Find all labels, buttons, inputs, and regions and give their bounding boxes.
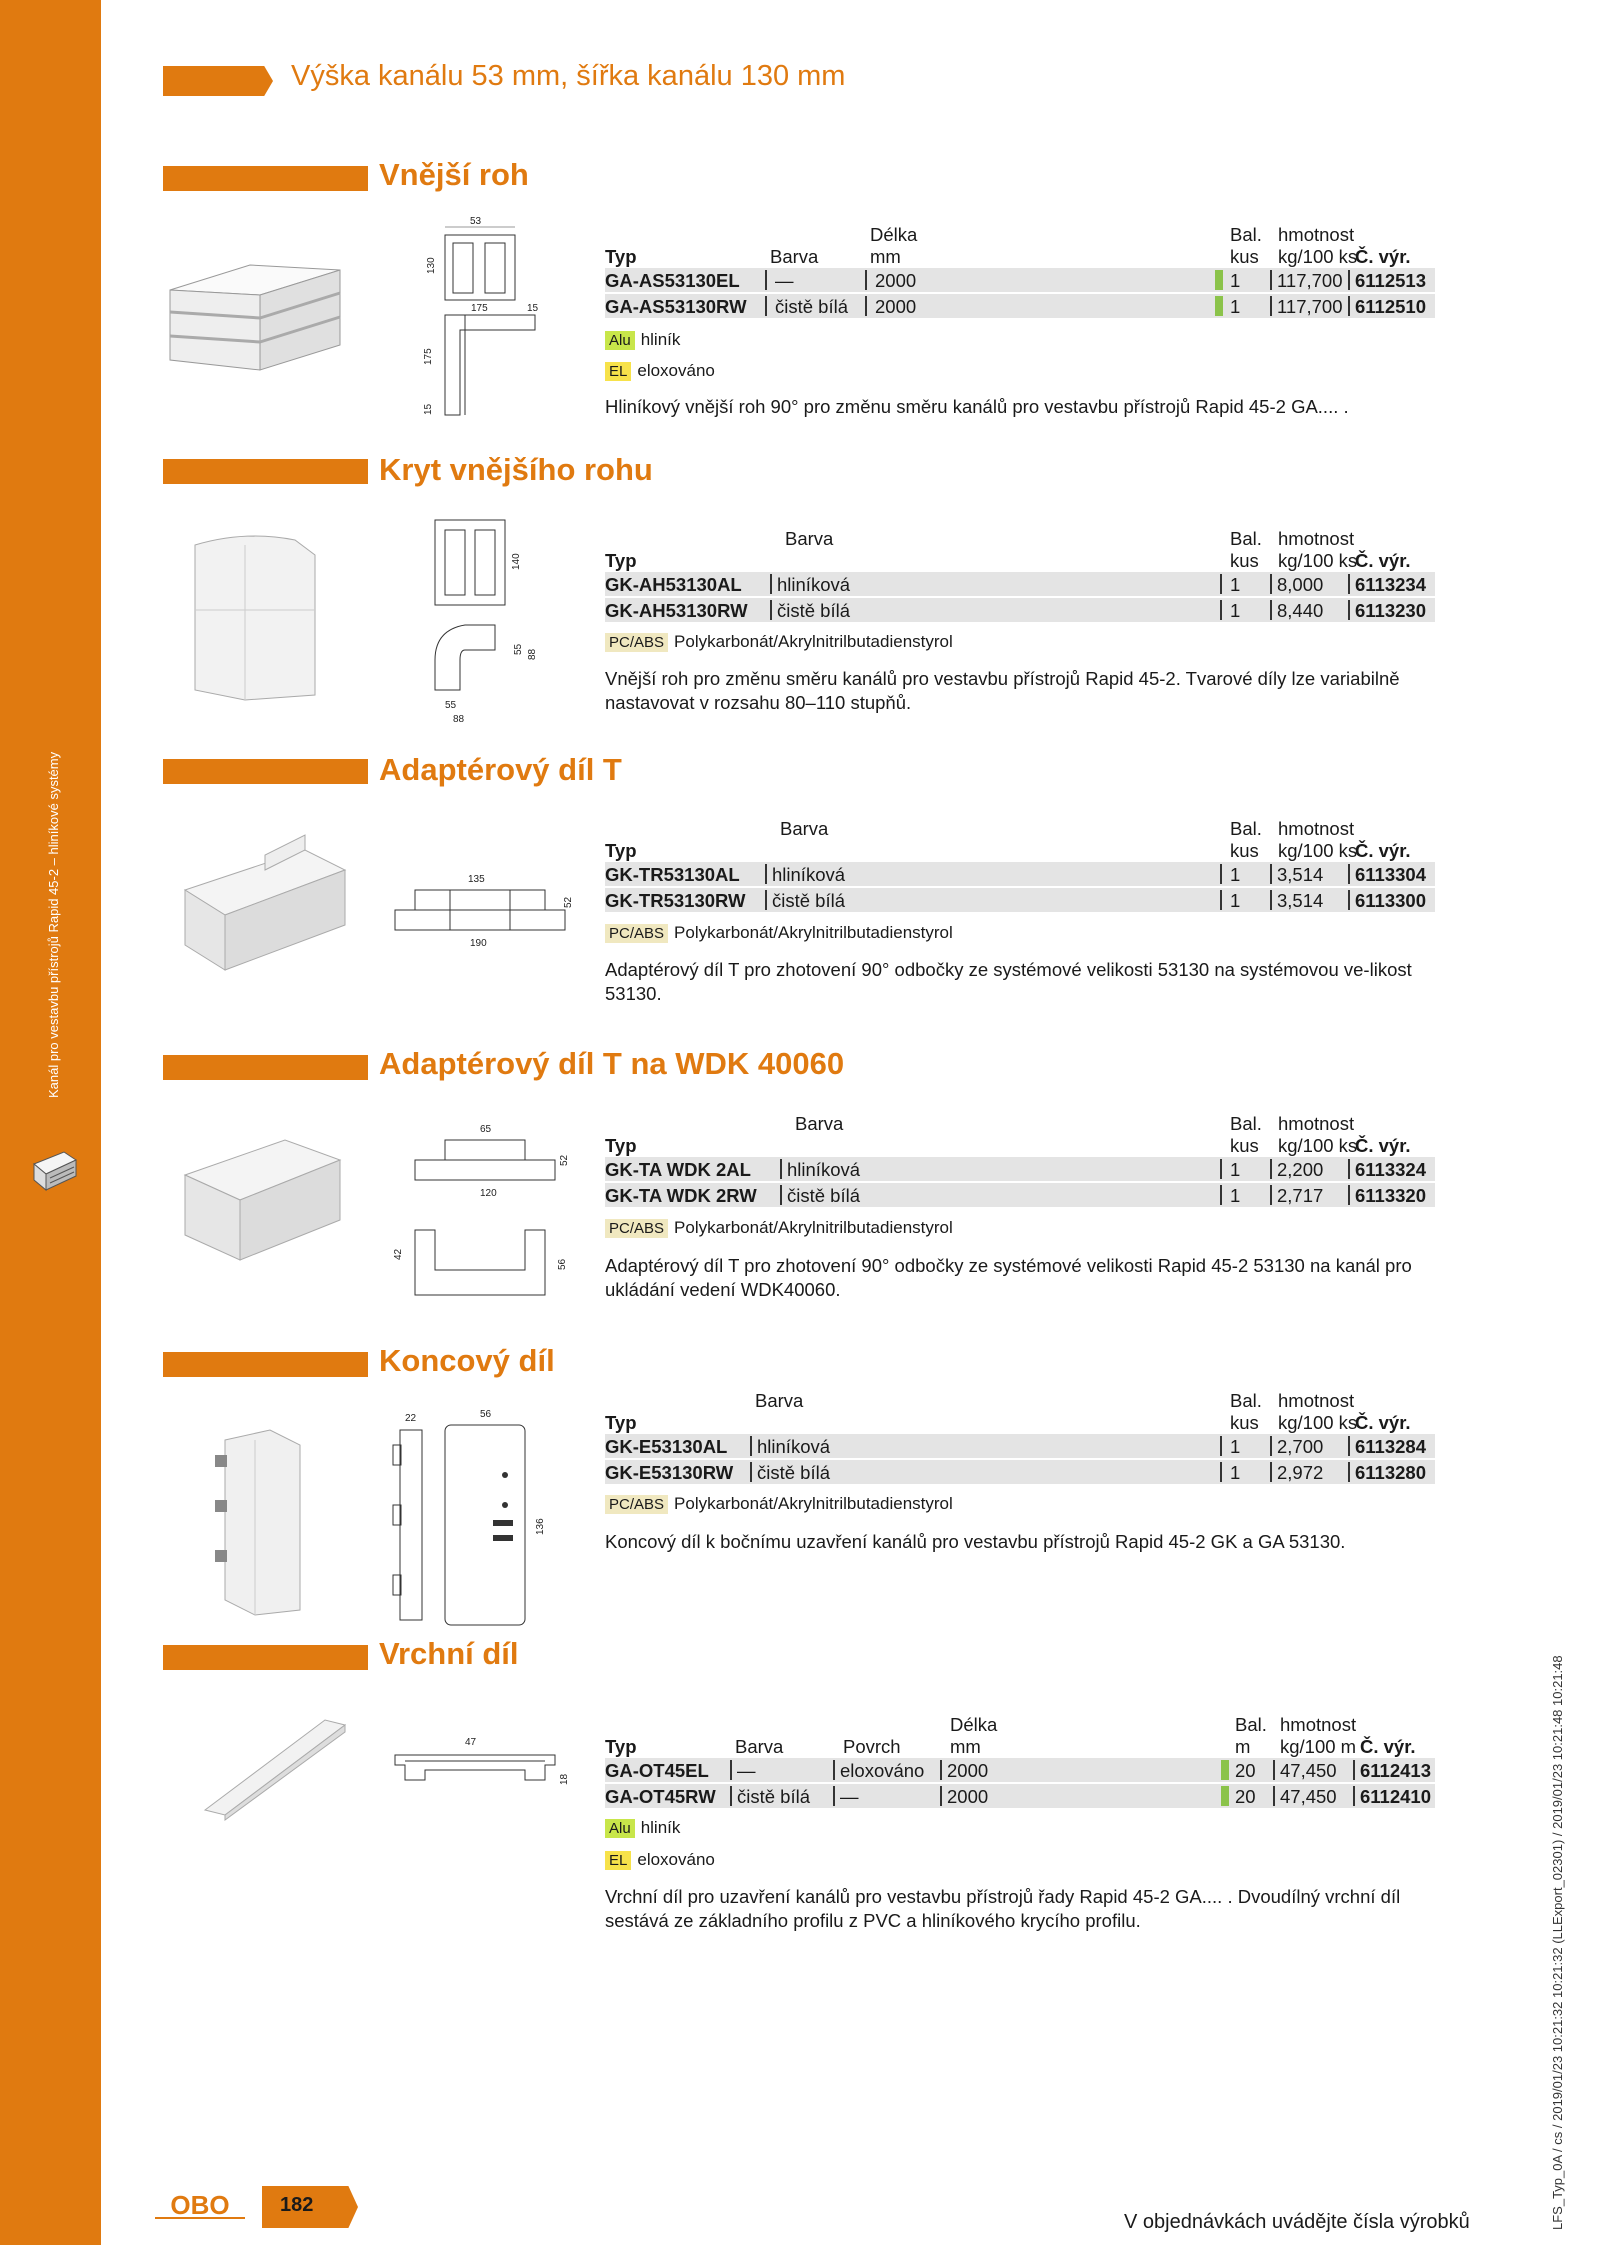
header-accent-bar	[163, 66, 273, 96]
top-part-drawing	[385, 1725, 570, 1805]
table-header: Barva Bal. hmotnost Typ kus kg/100 ks Č. výr.	[605, 1113, 1411, 1156]
material-legend: EL eloxováno	[605, 1850, 715, 1874]
product-description: Adaptérový díl T pro zhotovení 90° odbočky ze systémové velikosti Rapid 45-2 53130 na kanál pro ukládání vedení WDK40060.	[605, 1255, 1412, 1300]
svg-text:OBO: OBO	[170, 2190, 230, 2220]
sidebar-label: Kanál pro vestavbu přístrojů Rapid 45-2 – hliníkové systémy	[46, 751, 61, 1098]
table-row: GK-AH53130AL hliníková 1 8,000 6113234	[605, 572, 1435, 596]
dim-136: 136	[535, 1518, 546, 1535]
t-adapter-photo	[165, 830, 355, 990]
t-adapter-wdk-drawing	[385, 1120, 575, 1320]
section-accent-bar	[163, 459, 368, 484]
dim-88b: 88	[453, 714, 465, 725]
section-title-vrchni-dil: Vrchní díl	[379, 1636, 519, 1671]
table-row: GA-OT45EL — eloxováno 2000 20 47,450 6112413	[605, 1758, 1435, 1782]
section-title-adapterovy-dil-t: Adaptérový díl T	[379, 752, 622, 787]
table-row: GK-TR53130RW čistě bílá 1 3,514 6113300	[605, 888, 1435, 912]
product-table-adapter-t	[605, 818, 1435, 914]
dim-120: 120	[480, 1188, 497, 1199]
section-title-koncovy-dil: Koncový díl	[379, 1343, 555, 1378]
t-adapter-drawing	[385, 870, 575, 970]
table-row: GK-E53130AL hliníková 1 2,700 6113284	[605, 1434, 1435, 1458]
material-legend: PC/ABS Polykarbonát/Akrylnitrilbutadienstyrol	[605, 923, 953, 947]
material-legend: Alu hliník	[605, 1818, 680, 1842]
material-legend: PC/ABS Polykarbonát/Akrylnitrilbutadienstyrol	[605, 1218, 953, 1242]
table-row: GK-E53130RW čistě bílá 1 2,972 6113280	[605, 1460, 1435, 1484]
footer-note: V objednávkách uvádějte čísla výrobků	[1124, 2211, 1470, 2233]
corner-cover-photo	[185, 525, 325, 705]
end-cap-photo	[210, 1420, 310, 1620]
table-header: Délka Bal. hmotnost Typ Barva mm kus kg/100 ks Č. výr.	[605, 224, 1411, 267]
top-part-photo	[195, 1710, 355, 1820]
dim-190: 190	[470, 938, 487, 949]
dim-52: 52	[563, 896, 574, 908]
section-accent-bar	[163, 759, 368, 784]
material-legend: Alu hliník	[605, 330, 680, 354]
dim-130: 130	[426, 257, 437, 274]
table-row: GK-TA WDK 2RW čistě bílá 1 2,717 6113320	[605, 1183, 1435, 1207]
dim-175: 175	[471, 303, 488, 314]
print-metadata: LFS_Typ_0A / cs / 2019/01/23 10:21:32 10:21:32 (LLExport_02301) / 2019/01/23 10:21:48 10:21:48	[1550, 1655, 1565, 2230]
product-description: Adaptérový díl T pro zhotovení 90° odbočky ze systémové velikosti 53130 na systémovou ve-likost 53130.	[605, 959, 1412, 1004]
obo-logo	[153, 2190, 247, 2220]
table-header: Délka Bal. hmotnost Typ Barva Povrch mm m kg/100 m Č. výr.	[605, 1714, 1416, 1757]
table-row: GA-AS53130EL — 2000 1 117,700 6112513	[605, 268, 1435, 292]
dim-175b: 175	[423, 348, 434, 365]
section-accent-bar	[163, 1055, 368, 1080]
product-table-kryt	[605, 528, 1435, 624]
page-title: Výška kanálu 53 mm, šířka kanálu 130 mm	[291, 60, 846, 92]
product-description: Hliníkový vnější roh 90° pro změnu směru kanálů pro vestavbu přístrojů Rapid 45-2 GA.... .	[605, 396, 1349, 417]
outer-corner-photo	[160, 250, 350, 380]
section-accent-bar	[163, 166, 368, 191]
outer-corner-drawing	[415, 215, 555, 425]
table-row: GA-AS53130RW čistě bílá 2000 1 117,700 6112510	[605, 294, 1435, 318]
table-header: Barva Bal. hmotnost Typ kus kg/100 ks Č. výr.	[605, 528, 1411, 571]
dim-22: 22	[405, 1413, 417, 1424]
dim-55b: 55	[445, 700, 457, 711]
material-legend: PC/ABS Polykarbonát/Akrylnitrilbutadienstyrol	[605, 1494, 953, 1518]
dim-53: 53	[470, 216, 482, 227]
sidebar	[0, 0, 101, 2245]
sidebar-label-container	[46, 668, 66, 1098]
dim-88: 88	[527, 648, 538, 660]
dim-15: 15	[527, 303, 539, 314]
dim-56: 56	[480, 1409, 492, 1420]
table-row: GK-AH53130RW čistě bílá 1 8,440 6113230	[605, 598, 1435, 622]
channel-profile-icon	[30, 1150, 80, 1192]
section-title-vnejsi-roh: Vnější roh	[379, 157, 529, 192]
table-header: Barva Bal. hmotnost Typ kus kg/100 ks Č. výr.	[605, 818, 1411, 861]
table-row: GA-OT45RW čistě bílá — 2000 20 47,450 6112410	[605, 1784, 1435, 1808]
dim-135: 135	[468, 874, 485, 885]
table-header: Barva Bal. hmotnost Typ kus kg/100 ks Č. výr.	[605, 1390, 1411, 1433]
table-row: GK-TR53130AL hliníková 1 3,514 6113304	[605, 862, 1435, 886]
corner-cover-drawing	[415, 510, 555, 730]
dim-18: 18	[559, 1773, 570, 1785]
dim-15b: 15	[423, 403, 434, 415]
section-accent-bar	[163, 1645, 368, 1670]
product-description: Vnější roh pro změnu směru kanálů pro vestavbu přístrojů Rapid 45-2. Tvarové díly lze variabilně nastavovat v rozsahu 80–110 stupňů.	[605, 668, 1400, 713]
product-description: Vrchní díl pro uzavření kanálů pro vestavbu přístrojů řady Rapid 45-2 GA.... . Dvoudílný vrchní díl sestává ze základního profilu z PVC a hliníkového krycího profilu.	[605, 1886, 1401, 1931]
dim-52: 52	[559, 1154, 570, 1166]
section-title-kryt-vnejsiho-rohu: Kryt vnějšího rohu	[379, 452, 653, 487]
material-legend: PC/ABS Polykarbonát/Akrylnitrilbutadienstyrol	[605, 632, 953, 656]
dim-47: 47	[465, 1737, 477, 1748]
material-legend: EL eloxováno	[605, 361, 715, 385]
product-table-koncovy-dil	[605, 1390, 1435, 1486]
t-adapter-wdk-photo	[165, 1125, 355, 1285]
product-table-vrchni-dil	[605, 1714, 1435, 1810]
product-table-vnejsi-roh	[605, 224, 1435, 320]
page-number: 182	[280, 2194, 314, 2216]
dim-42: 42	[393, 1248, 404, 1260]
section-accent-bar	[163, 1352, 368, 1377]
dim-56: 56	[557, 1258, 568, 1270]
product-description: Koncový díl k bočnímu uzavření kanálů pro vestavbu přístrojů Rapid 45-2 GK a GA 53130.	[605, 1531, 1346, 1552]
table-row: GK-TA WDK 2AL hliníková 1 2,200 6113324	[605, 1157, 1435, 1181]
print-metadata-container	[1550, 1430, 1570, 2230]
dim-140: 140	[511, 553, 522, 570]
end-cap-drawing	[385, 1405, 560, 1640]
dim-65: 65	[480, 1124, 492, 1135]
section-title-adapter-wdk: Adaptérový díl T na WDK 40060	[379, 1046, 845, 1081]
dim-55: 55	[513, 643, 524, 655]
product-table-adapter-wdk	[605, 1113, 1435, 1209]
